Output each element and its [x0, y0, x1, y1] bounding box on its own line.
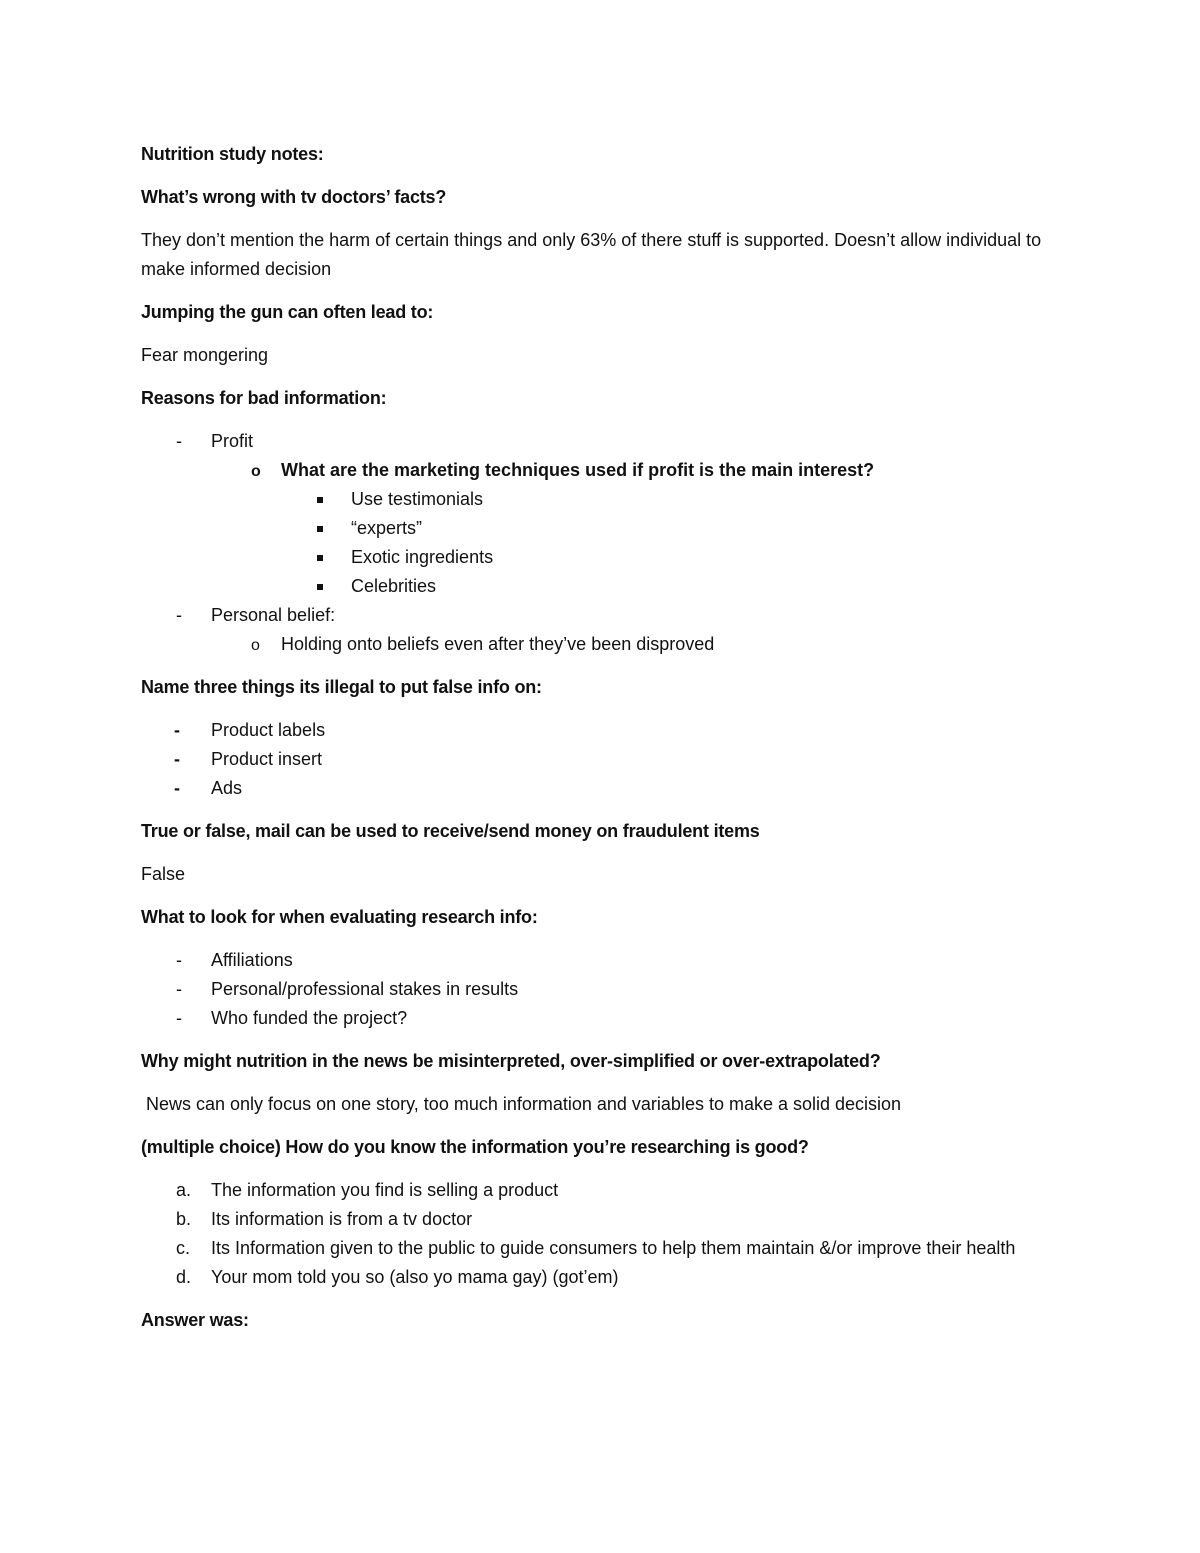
list-item	[281, 543, 1071, 572]
bad-info-list	[141, 427, 1071, 659]
list-item	[141, 716, 1071, 745]
list-item-label: Affiliations	[211, 950, 293, 970]
list-item	[141, 1263, 1071, 1292]
list-item	[211, 630, 1071, 659]
answer-heading: Answer was:	[141, 1310, 249, 1330]
list-item-label: Product labels	[211, 720, 326, 740]
dash-bullet: -	[176, 979, 182, 999]
option-letter: a.	[176, 1180, 192, 1200]
document-page	[141, 140, 1071, 1349]
dash-bullet: -	[176, 431, 182, 451]
list-item	[141, 1004, 1071, 1033]
option-text: Its information is from a tv doctor	[211, 1209, 473, 1229]
list-item-label: Profit	[211, 431, 254, 451]
list-item-label: Personal belief:	[211, 605, 336, 625]
square-bullet	[317, 555, 323, 561]
multiple-choice-options	[141, 1176, 1071, 1292]
list-item-label: Who funded the project?	[211, 1008, 408, 1028]
list-item	[141, 774, 1071, 803]
list-item	[141, 745, 1071, 774]
list-item	[141, 1205, 1071, 1234]
illegal-list	[141, 716, 1071, 803]
list-item-label: Celebrities	[351, 576, 437, 596]
list-item-label: Exotic ingredients	[351, 547, 494, 567]
answer-news: News can only focus on one story, too much information and variables to make a solid decision	[146, 1094, 902, 1114]
question-heading-news: Why might nutrition in the news be misinterpreted, over-simplified or over-extrapolated?	[141, 1051, 881, 1071]
list-item	[141, 975, 1071, 1004]
question-heading-evaluating: What to look for when evaluating research info:	[141, 907, 538, 927]
option-letter: d.	[176, 1267, 192, 1287]
list-item-label: Personal/professional stakes in results	[211, 979, 519, 999]
circle-bullet: o	[251, 637, 260, 654]
list-item	[141, 946, 1071, 975]
dash-bullet: -	[176, 1008, 182, 1028]
list-item	[281, 514, 1071, 543]
option-letter: c.	[176, 1238, 191, 1258]
option-text: Its Information given to the public to guide consumers to help them maintain &/or improve their health	[211, 1238, 1016, 1258]
document-title: Nutrition study notes:	[141, 144, 324, 164]
list-item-label: “experts”	[351, 518, 423, 538]
list-item-label: Use testimonials	[351, 489, 484, 509]
question-heading-bad-info: Reasons for bad information:	[141, 388, 387, 408]
answer-tv-doctors: They don’t mention the harm of certain things and only 63% of there stuff is supported. Doesn’t allow individual to make informed decision	[141, 230, 1042, 279]
list-item-label: Holding onto beliefs even after they’ve been disproved	[281, 634, 715, 654]
list-item-label: Ads	[211, 778, 243, 798]
square-bullet	[317, 584, 323, 590]
square-bullet	[317, 497, 323, 503]
dash-bullet: -	[174, 720, 180, 740]
list-item	[211, 456, 1071, 601]
question-heading-illegal: Name three things its illegal to put false info on:	[141, 677, 542, 697]
list-item	[281, 572, 1071, 601]
dash-bullet: -	[176, 605, 182, 625]
list-item	[141, 601, 1071, 659]
question-heading-mail: True or false, mail can be used to receive/send money on fraudulent items	[141, 821, 760, 841]
list-item	[281, 485, 1071, 514]
option-letter: b.	[176, 1209, 192, 1229]
circle-bullet: o	[251, 463, 261, 480]
dash-bullet: -	[176, 950, 182, 970]
list-item	[141, 1176, 1071, 1205]
answer-mail: False	[141, 864, 186, 884]
question-heading-jumping-gun: Jumping the gun can often lead to:	[141, 302, 434, 322]
evaluating-list	[141, 946, 1071, 1033]
option-text: Your mom told you so (also yo mama gay) (got’em)	[211, 1267, 619, 1287]
question-heading-tv-doctors: What’s wrong with tv doctors’ facts?	[141, 187, 447, 207]
list-item-label: What are the marketing techniques used if profit is the main interest?	[281, 460, 875, 480]
dash-bullet: -	[174, 749, 180, 769]
list-item-label: Product insert	[211, 749, 323, 769]
option-text: The information you find is selling a product	[211, 1180, 559, 1200]
dash-bullet: -	[174, 778, 180, 798]
square-bullet	[317, 526, 323, 532]
list-item	[141, 1234, 1071, 1263]
question-heading-multiple-choice: (multiple choice) How do you know the information you’re researching is good?	[141, 1137, 809, 1157]
sublist	[211, 630, 1071, 659]
sublist	[281, 485, 1071, 601]
sublist	[211, 456, 1071, 601]
answer-jumping-gun: Fear mongering	[141, 345, 269, 365]
list-item	[141, 427, 1071, 601]
